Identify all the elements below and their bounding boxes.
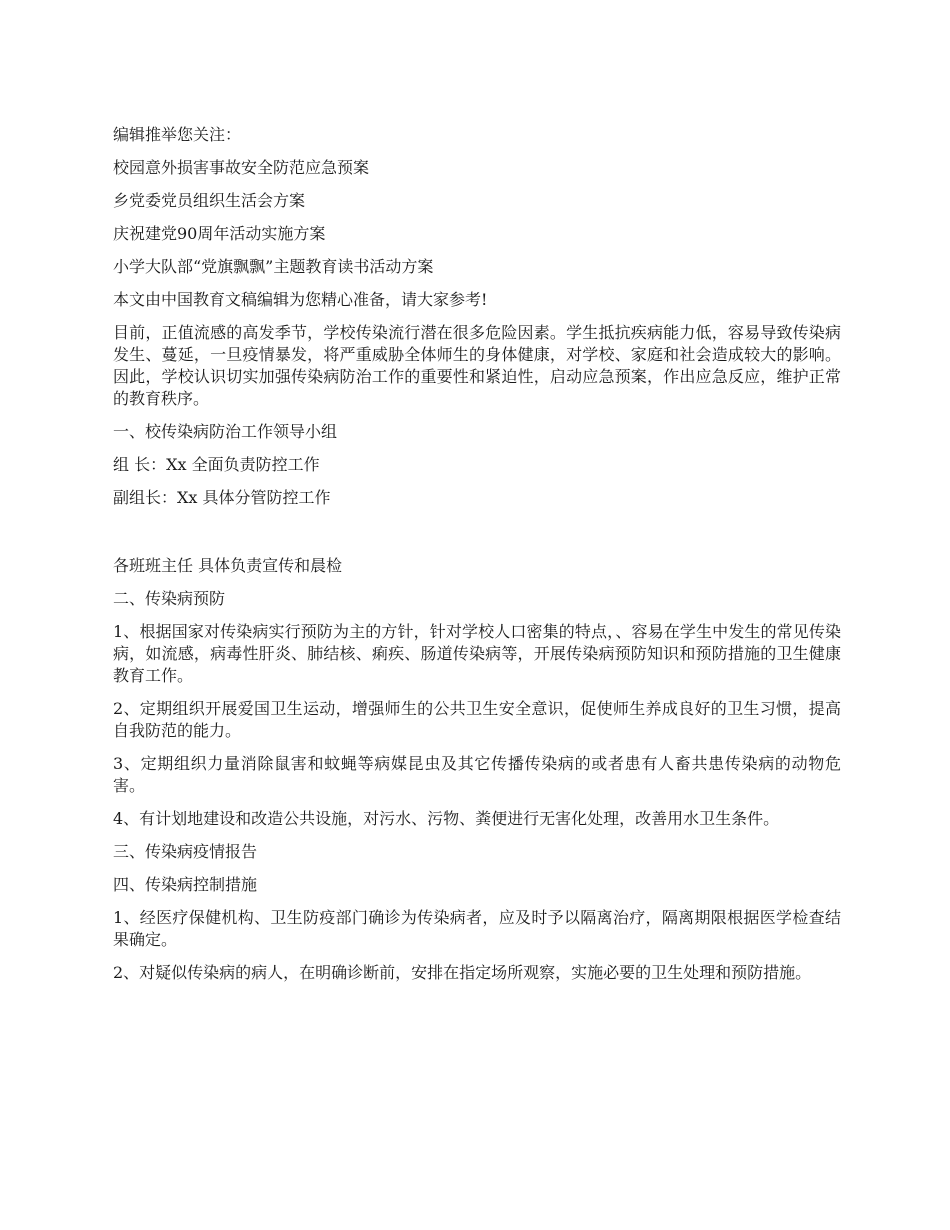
section2-item-1: 1、根据国家对传染病实行预防为主的方针，针对学校人口密集的特点，、容易在学生中发生的常见传染病，如流感，病毒性肝炎、肺结核、痢疾、肠道传染病等，开展传染病预防知识和预防措施的卫生健康教育工作。	[113, 622, 841, 685]
section4-item-1: 1、经医疗保健机构、卫生防疫部门确诊为传染病者，应及时予以隔离治疗，隔离期限根据医学检查结果确定。	[113, 908, 841, 949]
recommend-heading: 编辑推举您关注：	[113, 125, 242, 144]
related-link-4[interactable]: 小学大队部“党旗飘飘”主题教育读书活动方案	[113, 257, 434, 276]
section3-title: 三、传染病疫情报告	[113, 842, 258, 861]
section1-deputy: 副组长：Xx 具体分管防控工作	[113, 488, 331, 507]
blank-gap	[113, 520, 841, 555]
section1-title: 一、校传染病防治工作领导小组	[113, 422, 338, 441]
section1-class-teachers: 各班班主任 具体负责宣传和晨检	[113, 556, 343, 575]
intro-paragraph: 目前，正值流感的高发季节，学校传染流行潜在很多危险因素。学生抵抗疾病能力低，容易导致传染病发生、蔓延，一旦疫情暴发，将严重威胁全体师生的身体健康，对学校、家庭和社会造成较大的影响。因此，学校认识切实加强传染病防治工作的重要性和紧迫性，启动应急预案，作出应急反应，维护正常的教育秩序。	[113, 323, 841, 408]
source-note: 本文由中国教育文稿编辑为您精心准备，请大家参考!	[113, 290, 488, 309]
section1-leader: 组 长：Xx 全面负责防控工作	[113, 455, 320, 474]
section2-title: 二、传染病预防	[113, 589, 226, 608]
section4-item-2: 2、对疑似传染病的病人，在明确诊断前，安排在指定场所观察，实施必要的卫生处理和预防措施。	[113, 963, 812, 982]
section2-item-4: 4、有计划地建设和改造公共设施，对污水、污物、粪便进行无害化处理，改善用水卫生条件。	[113, 809, 780, 828]
related-link-2[interactable]: 乡党委党员组织生活会方案	[113, 191, 306, 210]
section2-item-2: 2、定期组织开展爱国卫生运动，增强师生的公共卫生安全意识，促使师生养成良好的卫生习惯，提高自我防范的能力。	[113, 699, 841, 740]
section2-item-3: 3、定期组织力量消除鼠害和蚊蝇等病媒昆虫及其它传播传染病的或者患有人畜共患传染病的动物危害。	[113, 754, 841, 795]
section4-title: 四、传染病控制措施	[113, 875, 258, 894]
related-link-3[interactable]: 庆祝建党90周年活动实施方案	[113, 224, 326, 243]
document-body	[113, 124, 841, 995]
related-link-1[interactable]: 校园意外损害事故安全防范应急预案	[113, 158, 370, 177]
